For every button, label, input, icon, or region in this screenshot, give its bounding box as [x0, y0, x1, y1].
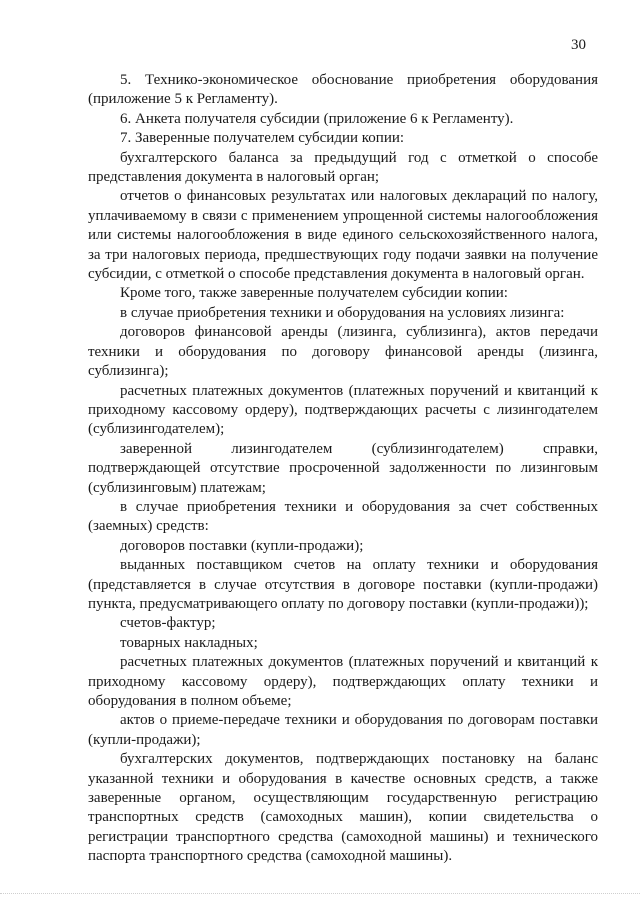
paragraph: 7. Заверенные получателем субсидии копии:: [120, 130, 405, 147]
paragraph: в случае приобретения техники и оборудования на условиях лизинга:: [120, 304, 565, 321]
scan-edge-noise: [0, 893, 640, 898]
paragraph: товарных накладных;: [120, 634, 258, 651]
paragraph: договоров поставки (купли-продажи);: [120, 537, 364, 554]
paragraph: 5. Технико-экономическое обоснование приобретения оборудования (приложение 5 к Регламенту).: [88, 72, 598, 108]
paragraph: в случае приобретения техники и оборудования за счет собственных (заемных) средств:: [88, 498, 598, 535]
paragraph: 6. Анкета получателя субсидии (приложение 6 к Регламенту).: [120, 110, 514, 127]
document-body: [88, 71, 598, 867]
paragraph: расчетных платежных документов (платежных поручений и квитанций к приходному кассовому ордеру), подтверждающих расчеты с лизингодателем (сублизингодателем);: [88, 382, 598, 438]
paragraph: расчетных платежных документов (платежных поручений и квитанций к приходному кассовому ордеру), подтверждающих оплату техники и оборудования в полном объеме;: [88, 654, 598, 709]
paragraph: выданных поставщиком счетов на оплату техники и оборудования (представляется в случае отсутствия в договоре поставки (купли-продажи) пункта, предусматривающего оплату по договору поставки (купли-продажи));: [88, 557, 598, 612]
page-number: 30: [571, 37, 586, 53]
paragraph: договоров финансовой аренды (лизинга, сублизинга), актов передачи техники и оборудования по договору финансовой аренды (лизинга, сублизинга);: [88, 324, 598, 380]
paragraph: счетов-фактур;: [120, 615, 216, 632]
paragraph: Кроме того, также заверенные получателем субсидии копии:: [120, 285, 508, 302]
paragraph: актов о приеме-передаче техники и оборудования по договорам поставки (купли-продажи);: [88, 712, 598, 748]
paragraph: бухгалтерского баланса за предыдущий год с отметкой о способе представления документа в налоговый орган;: [88, 149, 598, 186]
paragraph: бухгалтерских документов, подтверждающих постановку на баланс указанной техники и оборудования в качестве основных средств, а также заверенные органом, осуществляющим государственную регистрацию транспортных средств (самоходных машин), копии свидетельства о регистрации транспортного средства (самоходной машины) и технического паспорта транспортного средства (самоходной машины).: [88, 751, 598, 865]
paragraph: заверенной лизингодателем (сублизингодателем) справки, подтверждающей отсутствие просроченной задолженности по лизинговым (сублизинговым) платежам;: [88, 440, 598, 496]
paragraph: отчетов о финансовых результатах или налоговых деклараций по налогу, уплачиваемому в связи с применением упрощенной системы налогообложения или системы налогообложения в виде единого сельскохозяйственного налога, за три налоговых периода, предшествующих году подачи заявки на получение субсидии, с отметкой о способе представления документа в налоговый орган.: [88, 188, 598, 283]
